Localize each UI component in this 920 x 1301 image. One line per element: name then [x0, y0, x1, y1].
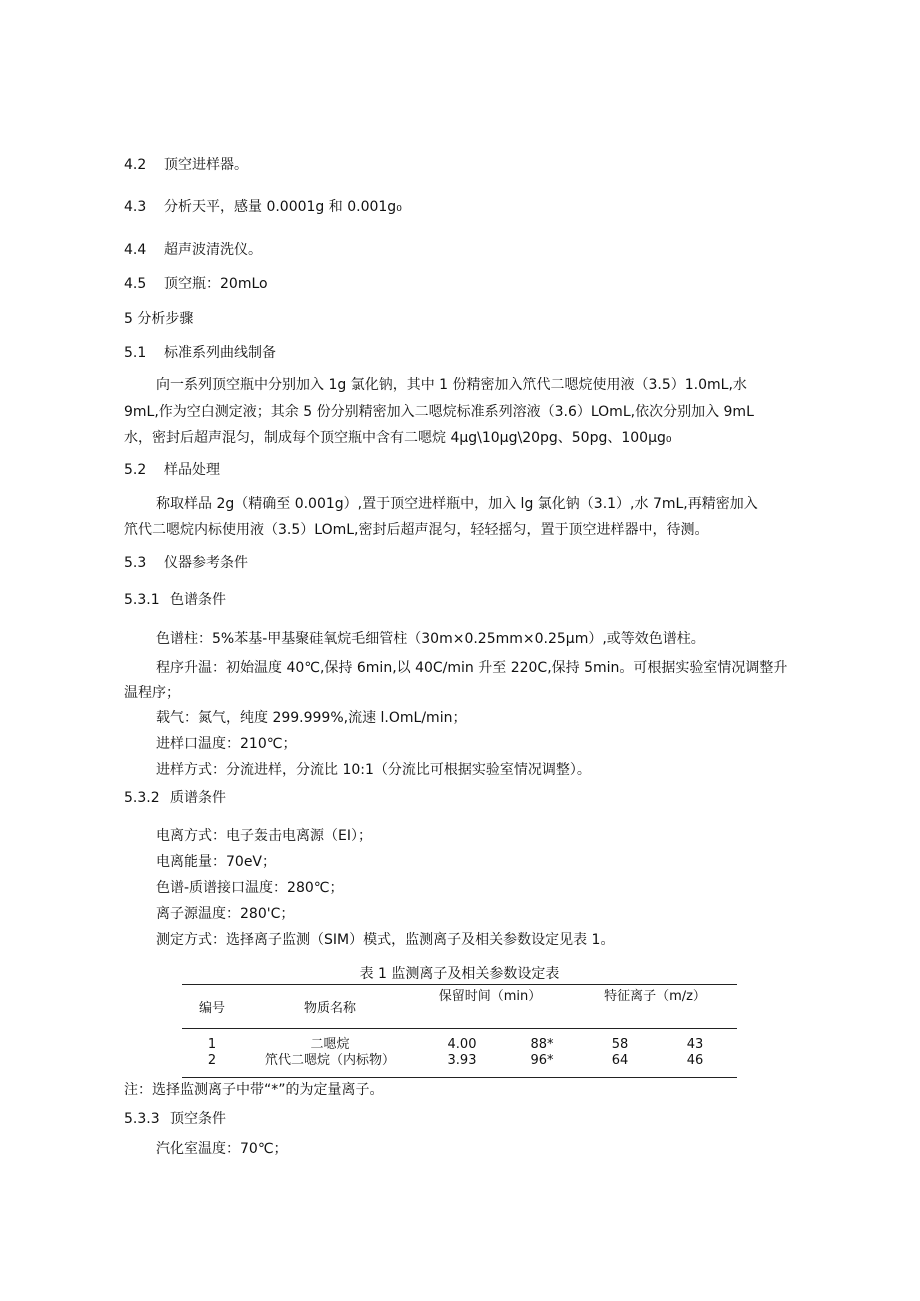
chrom-line-4: 载气：氮气，纯度 299.999%,流速 l.OmL/min；: [156, 710, 467, 726]
section-5-1: 5.1 标准系列曲线制备: [124, 345, 276, 361]
row-2-ion-2: 64: [611, 1053, 629, 1068]
table-note: 注：选择监测离子中带“*”的为定量离子。: [124, 1082, 384, 1098]
p52-line-1: 称取样品 2g（精确至 0.001g）,置于顶空进样瓶中，加入 lg 氯化钠（3.1）,水 7mL,再精密加入: [156, 496, 758, 512]
p51-line-2: 9mL,作为空白测定液；其余 5 份分别精密加入二嗯烷标准系列溶液（3.6）LOmL,依次分别加入 9mL: [124, 404, 754, 420]
chrom-line-6: 进样方式：分流进样，分流比 10:1（分流比可根据实验室情况调整）。: [156, 762, 591, 778]
section-5-3: 5.3 仪器参考条件: [124, 555, 248, 571]
ms-line-4: 离子源温度：280'C；: [156, 906, 295, 922]
section-5-3-2: 5.3.2 质谱条件: [124, 790, 226, 806]
table-title: 表 1 监测离子及相关参数设定表: [359, 966, 560, 982]
row-2-ion-3: 46: [686, 1053, 704, 1068]
p51-line-3: 水，密封后超声混匀，制成每个顶空瓶中含有二嗯烷 4μg\10μg\20pg、50pg、100μg₀: [124, 430, 672, 446]
table-header-rule: [182, 1028, 737, 1029]
row-2-name: 笊代二嗯烷（内标物）: [264, 1053, 395, 1068]
chrom-line-5: 进样口温度：210℃；: [156, 736, 297, 752]
row-2-rt: 3.93: [447, 1053, 477, 1068]
table-header-rt: 保留时间（min）: [438, 989, 542, 1004]
row-1-rt: 4.00: [447, 1037, 477, 1052]
p52-line-2: 笊代二嗯烷内标使用液（3.5）LOmL,密封后超声混匀，轻轻摇匀，置于顶空进样器中，待测。: [124, 522, 709, 538]
table-bottom-rule: [182, 1077, 737, 1078]
section-4-5: 4.5 顶空瓶：20mLo: [124, 276, 268, 292]
chrom-line-3: 温程序；: [124, 685, 180, 701]
section-4-2: 4.2 顶空进样器。: [124, 157, 248, 173]
ms-line-5: 测定方式：选择离子监测（SIM）模式，监测离子及相关参数设定见表 1。: [156, 932, 615, 948]
chrom-line-2: 程序升温：初始温度 40℃,保持 6min,以 40C∕min 升至 220C,保持 5min。可根据实验室情况调整升: [156, 660, 788, 676]
section-5-heading: 5 分析步骤: [124, 311, 194, 327]
row-2-no: 2: [207, 1053, 217, 1068]
chrom-line-1: 色谱柱：5%苯基-甲基聚硅氧烷毛细管柱（30m×0.25mm×0.25μm）,或等效色谱柱。: [156, 631, 705, 647]
row-1-ion-3: 43: [686, 1037, 704, 1052]
ms-line-3: 色谱-质谱接口温度：280℃；: [156, 880, 344, 896]
section-4-3: 4.3 分析天平，感量 0.0001g 和 0.001g₀: [124, 199, 402, 215]
row-1-name: 二嗯烷: [310, 1037, 350, 1052]
section-5-2: 5.2 样品处理: [124, 462, 220, 478]
ms-line-2: 电离能量：70eV；: [156, 854, 277, 870]
table-header-no: 编号: [198, 1001, 225, 1016]
section-4-4: 4.4 超声波清洗仪。: [124, 242, 262, 258]
table-header-ions: 特征离子（m∕z）: [604, 989, 706, 1004]
row-2-quant-ion: 96*: [530, 1053, 554, 1068]
section-5-3-3: 5.3.3 顶空条件: [124, 1111, 226, 1127]
row-1-no: 1: [207, 1037, 217, 1052]
table-top-rule: [182, 984, 737, 985]
section-5-3-1: 5.3.1 色谱条件: [124, 592, 226, 608]
hs-line-1: 汽化室温度：70℃；: [156, 1141, 288, 1157]
ms-line-1: 电离方式：电子轰击电离源（EI）；: [156, 828, 372, 844]
p51-line-1: 向一系列顶空瓶中分别加入 1g 氯化钠，其中 1 份精密加入笊代二嗯烷使用液（3.5）1.0mL,水: [156, 377, 747, 393]
row-1-quant-ion: 88*: [530, 1037, 554, 1052]
table-header-name: 物质名称: [303, 1001, 356, 1016]
row-1-ion-2: 58: [611, 1037, 629, 1052]
